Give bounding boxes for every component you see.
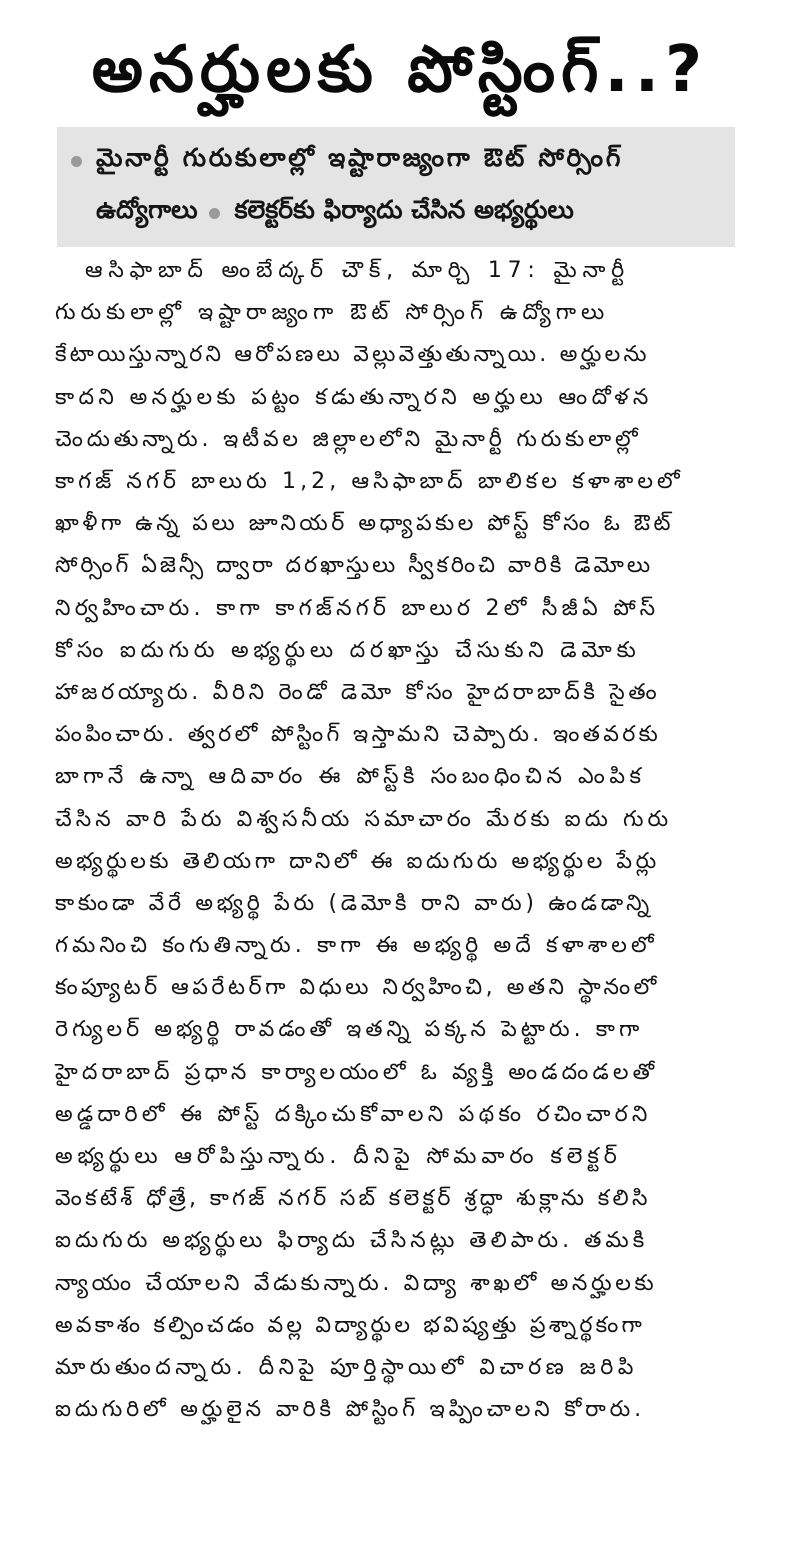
body-line-text: అభ్యర్థులకు తెలియగా దానిలో ఈ ఐదుగురు అభ్యర్థుల పేర్లు bbox=[55, 848, 660, 874]
body-line-text: ఖాళీగా ఉన్న పలు జూనియర్ అధ్యాపకుల పోస్ట్ కోసం ఓ ఔట్ bbox=[55, 511, 675, 537]
body-line bbox=[55, 1265, 745, 1307]
body-line bbox=[55, 1011, 745, 1053]
body-line bbox=[55, 758, 745, 800]
article-body bbox=[55, 252, 745, 1433]
body-line-text: న్యాయం చేయాలని వేడుకున్నారు. విద్యా శాఖలో అనర్హులకు bbox=[55, 1270, 658, 1296]
body-line-text: పంపించారు. త్వరలో పోస్టింగ్ ఇస్తామని చెప్పారు. ఇంతవరకు bbox=[55, 722, 662, 748]
body-line bbox=[55, 1096, 745, 1138]
body-line-text: కంప్యూటర్ ఆపరేటర్‌గా విధులు నిర్వహించి, అతని స్థానంలో bbox=[55, 975, 660, 1001]
body-line bbox=[55, 294, 745, 336]
body-line-text: కాగజ్ నగర్ బాలురు 1,2, ఆసిఫాబాద్ బాలికల కళాశాలలో bbox=[55, 469, 684, 495]
body-line-text: ఐదుగురిలో అర్హులైన వారికి పోస్టింగ్ ఇప్పించాలని కోరారు. bbox=[55, 1397, 645, 1423]
body-line bbox=[55, 463, 745, 505]
headline-text: అనర్హులకు పోస్టింగ్..? bbox=[91, 33, 709, 107]
bullet-icon bbox=[209, 208, 220, 219]
body-line bbox=[55, 1307, 745, 1349]
body-line bbox=[55, 590, 745, 632]
body-line-text: కోసం ఐదుగురు అభ్యర్థులు దరఖాస్తు చేసుకుని డెమోకు bbox=[55, 637, 641, 663]
body-line bbox=[55, 421, 745, 463]
body-line bbox=[55, 1180, 745, 1222]
body-line-text: నిర్వహించారు. కాగా కాగజ్‌నగర్ బాలుర 2లో సీజీఏ పోస్ bbox=[55, 595, 660, 621]
subheadline-line-1 bbox=[67, 135, 725, 187]
body-line bbox=[55, 1138, 745, 1180]
body-line bbox=[55, 674, 745, 716]
body-line-text: గమనించి కంగుతిన్నారు. కాగా ఈ అభ్యర్థి అదే కళాశాలలో bbox=[55, 933, 658, 959]
body-line bbox=[55, 800, 745, 842]
body-line bbox=[55, 1391, 745, 1433]
body-line bbox=[55, 885, 745, 927]
body-line-text: కాకుండా వేరే అభ్యర్థి పేరు (డెమోకి రాని వారు) ఉండడాన్ని bbox=[55, 890, 653, 916]
body-line-text: చేసిన వారి పేరు విశ్వసనీయ సమాచారం మేరకు ఐదు గురు bbox=[55, 806, 673, 832]
body-line-text: హాజరయ్యారు. వీరిని రెండో డెమో కోసం హైదరాబాద్‌కి సైతం bbox=[55, 679, 661, 705]
body-line-text: వెంకటేశ్ ధోత్రే, కాగజ్ నగర్ సబ్ కలెక్టర్ శ్రద్ధా శుక్లాను కలిసి bbox=[55, 1186, 651, 1212]
body-line bbox=[55, 632, 745, 674]
body-line-text: అడ్డదారిలో ఈ పోస్ట్ దక్కించుకోవాలని పథకం రచించారని bbox=[55, 1101, 652, 1127]
body-line-text: మారుతుందన్నారు. దీనిపై పూర్తిస్థాయిలో విచారణ జరిపి bbox=[55, 1354, 638, 1380]
body-line bbox=[55, 379, 745, 421]
body-line bbox=[55, 969, 745, 1011]
body-line-text: అభ్యర్థులు ఆరోపిస్తున్నారు. దీనిపై సోమవారం కలెక్టర్ bbox=[55, 1144, 622, 1170]
body-line bbox=[55, 252, 745, 294]
body-line bbox=[55, 1054, 745, 1096]
body-line-text: కేటాయిస్తున్నారని ఆరోపణలు వెల్లువెత్తుతున్నాయి. అర్హులను bbox=[55, 342, 650, 368]
article-headline bbox=[30, 22, 770, 118]
body-line bbox=[55, 1349, 745, 1391]
subheadline-line-2 bbox=[67, 187, 725, 239]
body-line-text: ఆసిఫాబాద్ అంబేద్కర్ చౌక్, మార్చి 17: మైనార్టీ bbox=[85, 258, 630, 284]
body-line-text: సోర్సింగ్ ఏజెన్సీ ద్వారా దరఖాస్తులు స్వీకరించి వారికి డెమోలు bbox=[55, 553, 654, 579]
body-line bbox=[55, 927, 745, 969]
subheadline-box bbox=[57, 127, 735, 247]
body-line bbox=[55, 843, 745, 885]
body-line bbox=[55, 336, 745, 378]
body-line bbox=[55, 716, 745, 758]
body-line-text: చెందుతున్నారు. ఇటీవల జిల్లాలలోని మైనార్టీ గురుకులాల్లో bbox=[55, 426, 642, 452]
body-line-text: హైదరాబాద్ ప్రధాన కార్యాలయంలో ఓ వ్యక్తి అండదండలతో bbox=[55, 1059, 659, 1085]
body-line-text: అవకాశం కల్పించడం వల్ల విద్యార్థుల భవిష్యత్తు ప్రశ్నార్థకంగా bbox=[55, 1312, 645, 1338]
subheadline-text-1: మైనార్టీ గురుకులాల్లో ఇష్టారాజ్యంగా ఔట్ సోర్సింగ్ bbox=[96, 143, 624, 172]
body-line-text: గురుకులాల్లో ఇష్టారాజ్యంగా ఔట్ సోర్సింగ్ ఉద్యోగాలు bbox=[55, 300, 610, 326]
subheadline-text-2b: కలెక్టర్‌కు ఫిర్యాదు చేసిన అభ్యర్థులు bbox=[234, 195, 574, 224]
body-line-text: బాగానే ఉన్నా ఆదివారం ఈ పోస్ట్‌కి సంబంధించిన ఎంపిక bbox=[55, 764, 646, 790]
body-line bbox=[55, 547, 745, 589]
bullet-icon bbox=[71, 156, 82, 167]
body-line-text: కాదని అనర్హులకు పట్టం కడుతున్నారని అర్హులు ఆందోళన bbox=[55, 384, 653, 410]
body-line-text: రెగ్యులర్ అభ్యర్థి రావడంతో ఇతన్ని పక్కన పెట్టారు. కాగా bbox=[55, 1017, 644, 1043]
body-line-text: ఐదుగురు అభ్యర్థులు ఫిర్యాదు చేసినట్లు తెలిపారు. తమకి bbox=[55, 1228, 649, 1254]
subheadline-text-2a: ఉద్యోగాలు bbox=[96, 195, 198, 224]
body-line bbox=[55, 505, 745, 547]
body-line bbox=[55, 1222, 745, 1264]
